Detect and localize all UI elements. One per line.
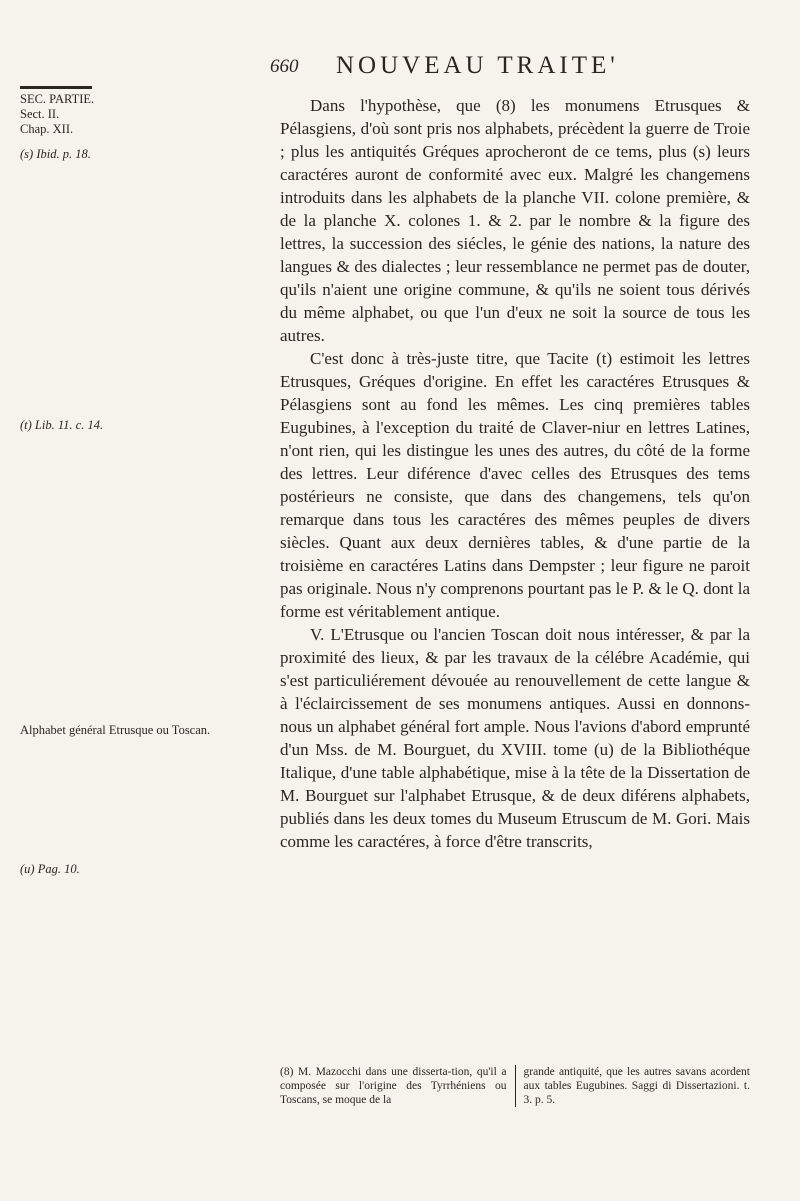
margin-note-t: (t) Lib. 11. c. 14. <box>20 418 104 432</box>
footnote-right: grande antiquité, que les autres savans acordent aux tables Eugubines. Saggi di Dissertazioni. t. 3. p. 5. <box>515 1065 751 1107</box>
margin-chap: Chap. XII. <box>20 122 74 136</box>
running-title: NOUVEAU TRAITE' <box>336 52 619 79</box>
margin-top-rule <box>20 86 92 89</box>
margin-note-s: (s) Ibid. p. 18. <box>20 147 91 161</box>
margin-partie: SEC. PARTIE. <box>20 92 95 106</box>
footnote-left: (8) M. Mazocchi dans une disserta-tion, qu'il a composée sur l'origine des Tyrrhéniens ou Toscans, se moque de la <box>280 1066 507 1106</box>
paragraph-2: C'est donc à très-juste titre, que Tacite (t) estimoit les lettres Etrusques, Gréques d'origine. En effet les caractéres Etrusques & Pélasgiens sont au fond les mêmes. Les cinq premières tables Eugubines, à l'exception du traité de Claver-niur en lettres Latines, n'ont rien, qui les distingue les unes des autres, du côté de la forme des lettres. Leur diférence d'avec celles des Etrusques des tems postérieurs ne consiste, que dans des changemens, tels qu'on remarque dans tous les caractéres des mêmes peuples de divers siècles. Quant aux deux dernières tables, & d'une partie de la troisième en caractéres Latins dans Dempster ; leur figure ne paroit pas originale. Nous n'y comprenons pourtant pas le P. & le Q. dont la forme est véritablement antique. <box>280 349 750 621</box>
margin-sect: Sect. II. <box>20 107 60 121</box>
page-number: 660 <box>270 56 299 77</box>
footnotes <box>280 1065 750 1107</box>
margin-alphabet-heading: Alphabet général Etrusque ou Toscan. <box>20 723 211 737</box>
margin-note-u: (u) Pag. 10. <box>20 862 80 876</box>
paragraph-1: Dans l'hypothèse, que (8) les monumens Etrusques & Pélasgiens, d'où sont pris nos alphabets, précèdent la guerre de Troie ; plus les antiquités Gréques aprocheront de ce tems, plus (s) leurs caractéres auront de conformité avec eux. Malgré les changemens introduits dans les alphabets de la planche VII. colone première, & de la planche X. colones 1. & 2. par le nombre & la figure des lettres, la succession des siécles, le génie des nations, la nature des langues & des dialectes ; leur ressemblance ne permet pas de douter, qu'ils n'aient une origine commune, & qu'ils ne soient tous dérivés du même alphabet, ou que l'un d'eux ne soit la source de tous les autres. <box>280 96 750 345</box>
running-head <box>270 50 740 86</box>
paragraph-3: V. L'Etrusque ou l'ancien Toscan doit nous intéresser, & par la proximité des lieux, & par les travaux de la célébre Académie, qui s'est particuliérement dévouée au renouvellement de cette langue & à l'éclaircissement de ses monumens antiques. Aussi en donnons-nous un alphabet général fort ample. Nous l'avions d'abord emprunté d'un Mss. de M. Bourguet, du XVIII. tome (u) de la Bibliothéque Italique, d'une table alphabétique, mise à la tête de la Dissertation de M. Bourguet sur l'alphabet Etrusque, & de deux diférens alphabets, publiés dans les deux tomes du Museum Etruscum de M. Gori. Mais comme les caractéres, à force d'être transcrits, <box>280 625 750 851</box>
main-text <box>280 94 750 853</box>
margin-section-heading <box>20 92 242 137</box>
